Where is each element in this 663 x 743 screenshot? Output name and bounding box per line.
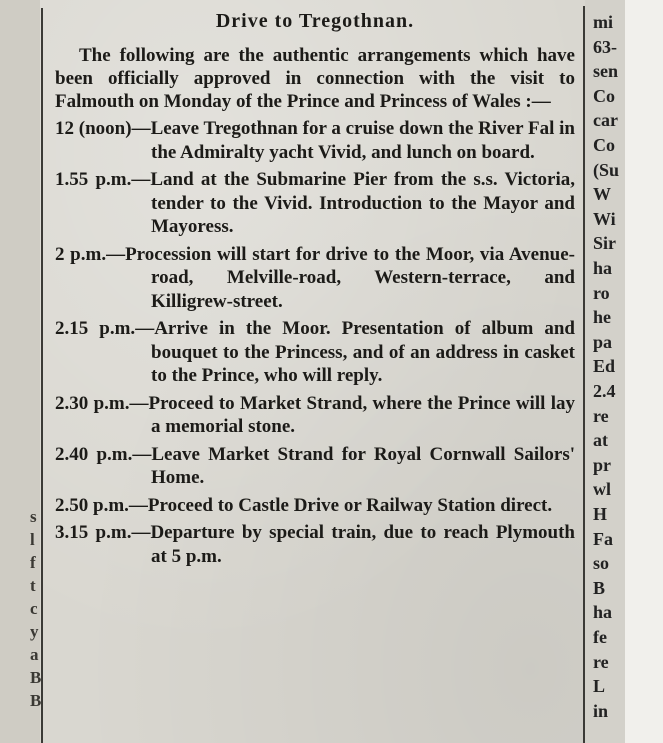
right-column-fragment: Co <box>593 85 615 106</box>
entry-text: —Arrive in the Moor. Presentation of album and bouquet to the Princess, and of an address in casket to the Prince, who will reply. <box>135 318 575 386</box>
schedule-entry <box>55 243 575 314</box>
entry-time: 12 (noon) <box>55 118 132 139</box>
right-column-fragment: 2.4 <box>593 381 616 401</box>
schedule-entry <box>55 317 575 388</box>
left-column-fragment: f <box>30 553 36 572</box>
right-column-fragment: Sir <box>593 233 617 254</box>
schedule-entry <box>55 443 575 490</box>
right-column-fragment: re <box>593 651 609 672</box>
left-column-fragment: B <box>30 668 42 687</box>
entry-time: 3.15 p.m. <box>55 522 132 543</box>
entry-text: —Land at the Submarine Pier from the s.s. Victoria, tender to the Vivid. Introduction to the Mayor and Mayoress. <box>131 169 575 237</box>
entry-time: 2.15 p.m. <box>55 318 136 339</box>
right-column-fragment: at <box>593 430 608 451</box>
right-column-fragment: 63- <box>593 36 617 57</box>
left-column-fragment: s <box>30 507 37 526</box>
right-column-fragment: Fa <box>593 528 613 549</box>
right-column-fragment: ha <box>593 602 613 623</box>
right-column-fragment: pr <box>593 454 611 475</box>
schedule-entry <box>55 494 575 518</box>
schedule-entry <box>55 168 575 239</box>
left-column-fragment: B <box>30 691 42 710</box>
schedule-entry <box>55 392 575 439</box>
right-column-fragment: he <box>593 307 611 328</box>
right-column-fragment: Ed <box>593 356 616 377</box>
right-column-fragment: fe <box>593 627 607 647</box>
entry-text: —Procession will start for drive to the Moor, via Avenue-road, Melville-road, Western-terrace, and Killigrew-street. <box>106 243 575 312</box>
entry-text: —Leave Tregothnan for a cruise down the River Fal in the Admiralty yacht Vivid, and lunch on board. <box>131 118 575 163</box>
article-headline: Drive to Tregothnan. <box>215 10 415 32</box>
right-column-fragments <box>585 0 625 743</box>
entry-text: —Leave Market Strand for Royal Cornwall Sailors' Home. <box>132 443 575 488</box>
right-column-fragment: L <box>593 676 606 697</box>
right-column-fragment: (Su <box>593 159 620 180</box>
right-column-fragment: Co <box>593 135 615 155</box>
entry-time: 2.30 p.m. <box>55 392 130 414</box>
right-column-fragment: sen <box>593 61 619 82</box>
entry-time: 2.40 p.m. <box>55 443 133 465</box>
column-rule-left <box>41 8 43 743</box>
schedule-entry <box>55 521 575 568</box>
schedule-entry <box>55 117 575 164</box>
entry-time: 2.50 p.m. <box>55 494 129 516</box>
left-column-fragment: l <box>30 530 35 549</box>
right-column-fragment: ro <box>593 282 610 303</box>
entry-time: 1.55 p.m. <box>55 169 132 190</box>
right-column-fragment: ha <box>593 258 613 278</box>
right-column-fragment: re <box>593 405 609 426</box>
right-column-fragment: H <box>593 504 608 524</box>
entry-text: —Proceed to Market Strand, where the Prince will lay a memorial stone. <box>129 392 575 437</box>
right-column-fragment: B <box>593 577 606 598</box>
right-column-fragment: mi <box>593 12 613 32</box>
right-column-fragment: W <box>593 184 611 205</box>
left-column-fragment: y <box>30 622 39 641</box>
right-column-fragment: wl <box>593 479 611 500</box>
right-column-fragment: in <box>593 700 609 721</box>
article-column <box>55 8 575 568</box>
left-column-fragment: a <box>30 645 39 664</box>
entry-time: 2 p.m. <box>55 243 107 265</box>
right-column-fragment: Wi <box>593 208 616 229</box>
left-column-fragment: c <box>30 599 38 618</box>
entry-text: —Proceed to Castle Drive or Railway Station direct. <box>128 494 553 516</box>
right-column-fragment: car <box>593 110 618 131</box>
right-column-fragment: so <box>593 553 610 574</box>
page-edge <box>625 0 663 743</box>
entry-text: —Departure by special train, due to reach Plymouth at 5 p.m. <box>131 522 575 567</box>
left-column-fragment: t <box>30 576 36 595</box>
article-intro: The following are the authentic arrangements which have been officially approved in connection with the visit to Falmouth on Monday of the Prince and Princess of Wales :— <box>55 45 575 112</box>
right-column-fragment: pa <box>593 331 613 352</box>
